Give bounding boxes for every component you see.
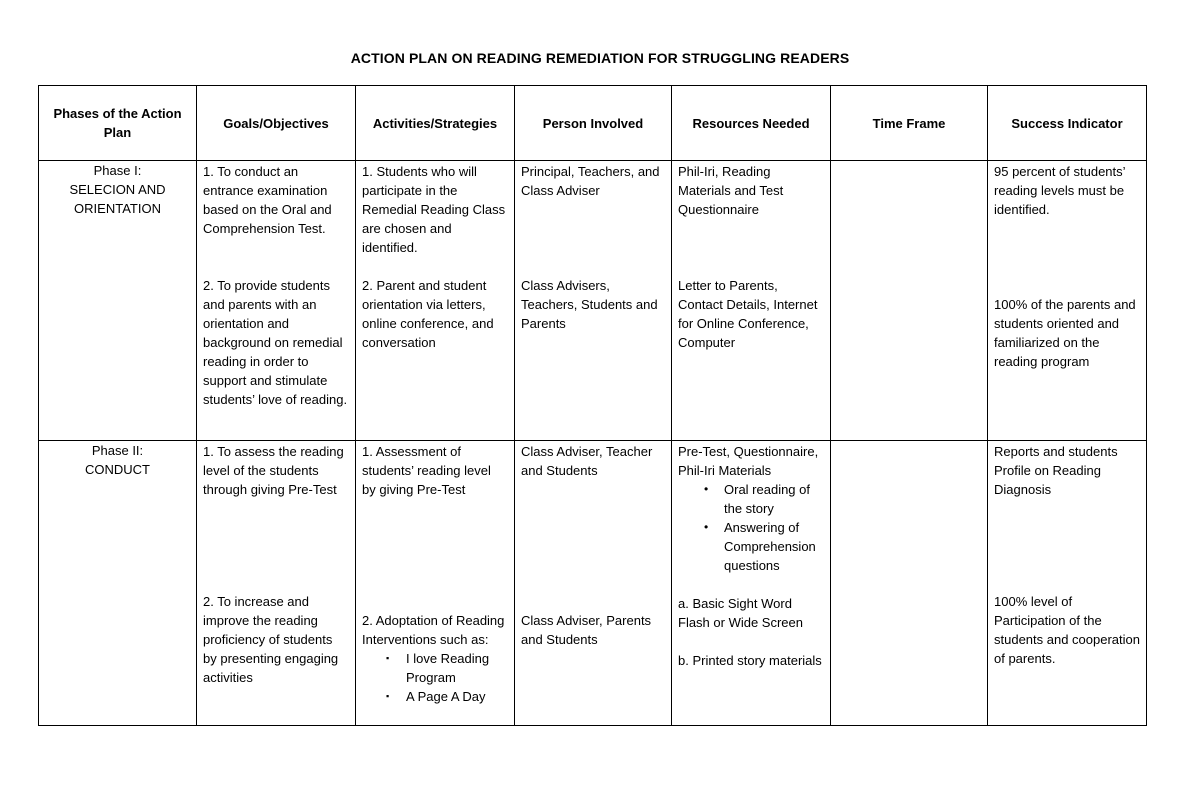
phase1-row — [39, 161, 1147, 441]
phase1-activity-2: 2. Parent and student orientation via letters, online conference, and conversation — [362, 278, 494, 350]
bullet-icon: • — [704, 520, 709, 534]
header-time-frame: Time Frame — [831, 86, 988, 161]
phase1-name: SELECION AND ORIENTATION — [69, 182, 166, 216]
phase2-person-1: Class Adviser, Teacher and Students — [521, 444, 653, 478]
phase1-goal-2: 2. To provide students and parents with an orientation and background on remedial reading in order to support and stimulate students’ love of reading. — [203, 278, 348, 407]
phase1-cell — [39, 161, 197, 441]
phase2-resource-1-list — [678, 480, 824, 575]
phase2-success-2: 100% level of Participation of the students and cooperation of parents. — [994, 594, 1140, 666]
phase2-resource-2a: a. Basic Sight Word Flash or Wide Screen — [678, 596, 803, 630]
phase1-goal-1: 1. To conduct an entrance examination based on the Oral and Comprehension Test. — [203, 164, 332, 236]
phase1-person-2: Class Advisers, Teachers, Students and Parents — [521, 278, 658, 331]
phase1-time-cell — [831, 161, 988, 441]
phase1-activities-cell — [356, 161, 515, 441]
phase1-resources-cell — [672, 161, 831, 441]
square-bullet-icon: ▪ — [386, 691, 390, 701]
list-item: ▪ I love Reading Program — [386, 651, 490, 685]
phase1-success-2: 100% of the parents and students oriented and familiarized on the reading program — [994, 297, 1136, 369]
phase1-goals-cell — [197, 161, 356, 441]
phase2-cell — [39, 441, 197, 726]
phase2-success-cell — [988, 441, 1147, 726]
list-item: • Oral reading of the story — [704, 482, 810, 516]
document-title: ACTION PLAN ON READING REMEDIATION FOR STRUGGLING READERS — [350, 50, 850, 66]
square-bullet-icon: ▪ — [386, 653, 390, 663]
phase2-activity-1: 1. Assessment of students’ reading level by giving Pre-Test — [362, 444, 491, 497]
phase2-name: CONDUCT — [85, 462, 150, 477]
phase2-goals-cell — [197, 441, 356, 726]
phase2-label: Phase II: — [91, 443, 144, 458]
list-item: ▪ A Page A Day — [386, 689, 486, 704]
phase2-resources-cell — [672, 441, 831, 726]
phase1-success-1: 95 percent of students’ reading levels must be identified. — [994, 164, 1126, 217]
list-item: • Answering of Comprehension questions — [704, 520, 816, 573]
action-plan-table — [38, 85, 1147, 726]
phase2-time-cell — [831, 441, 988, 726]
header-person: Person Involved — [515, 86, 672, 161]
phase2-resource-1-intro: Pre-Test, Questionnaire, Phil-Iri Materials — [678, 444, 819, 478]
phase2-person-2: Class Adviser, Parents and Students — [521, 613, 652, 647]
phase2-resource-2b: b. Printed story materials — [678, 653, 822, 668]
header-resources: Resources Needed — [672, 86, 831, 161]
bullet-icon: • — [704, 482, 709, 496]
phase2-goal-1: 1. To assess the reading level of the students through giving Pre-Test — [203, 444, 344, 497]
header-phases: Phases of the Action Plan — [39, 86, 197, 161]
header-row — [39, 86, 1147, 161]
phase2-row — [39, 441, 1147, 726]
phase2-activity-2-intro: 2. Adoptation of Reading Interventions such as: — [362, 613, 505, 647]
phase1-activity-1: 1. Students who will participate in the Remedial Reading Class are chosen and identified. — [362, 164, 506, 255]
phase2-success-1: Reports and students Profile on Reading Diagnosis — [994, 444, 1118, 497]
phase2-activity-2-list — [362, 649, 508, 706]
phase1-resource-2: Letter to Parents, Contact Details, Internet for Online Conference, Computer — [678, 278, 818, 350]
phase2-activities-cell — [356, 441, 515, 726]
header-success: Success Indicator — [988, 86, 1147, 161]
phase1-person-1: Principal, Teachers, and Class Adviser — [521, 164, 660, 198]
phase1-label: Phase I: — [93, 163, 142, 178]
phase2-goal-2: 2. To increase and improve the reading proficiency of students by presenting engaging activities — [203, 594, 339, 685]
phase1-success-cell — [988, 161, 1147, 441]
phase2-person-cell — [515, 441, 672, 726]
header-goals: Goals/Objectives — [197, 86, 356, 161]
phase1-resource-1: Phil-Iri, Reading Materials and Test Questionnaire — [678, 164, 784, 217]
header-activities: Activities/Strategies — [356, 86, 515, 161]
phase1-person-cell — [515, 161, 672, 441]
